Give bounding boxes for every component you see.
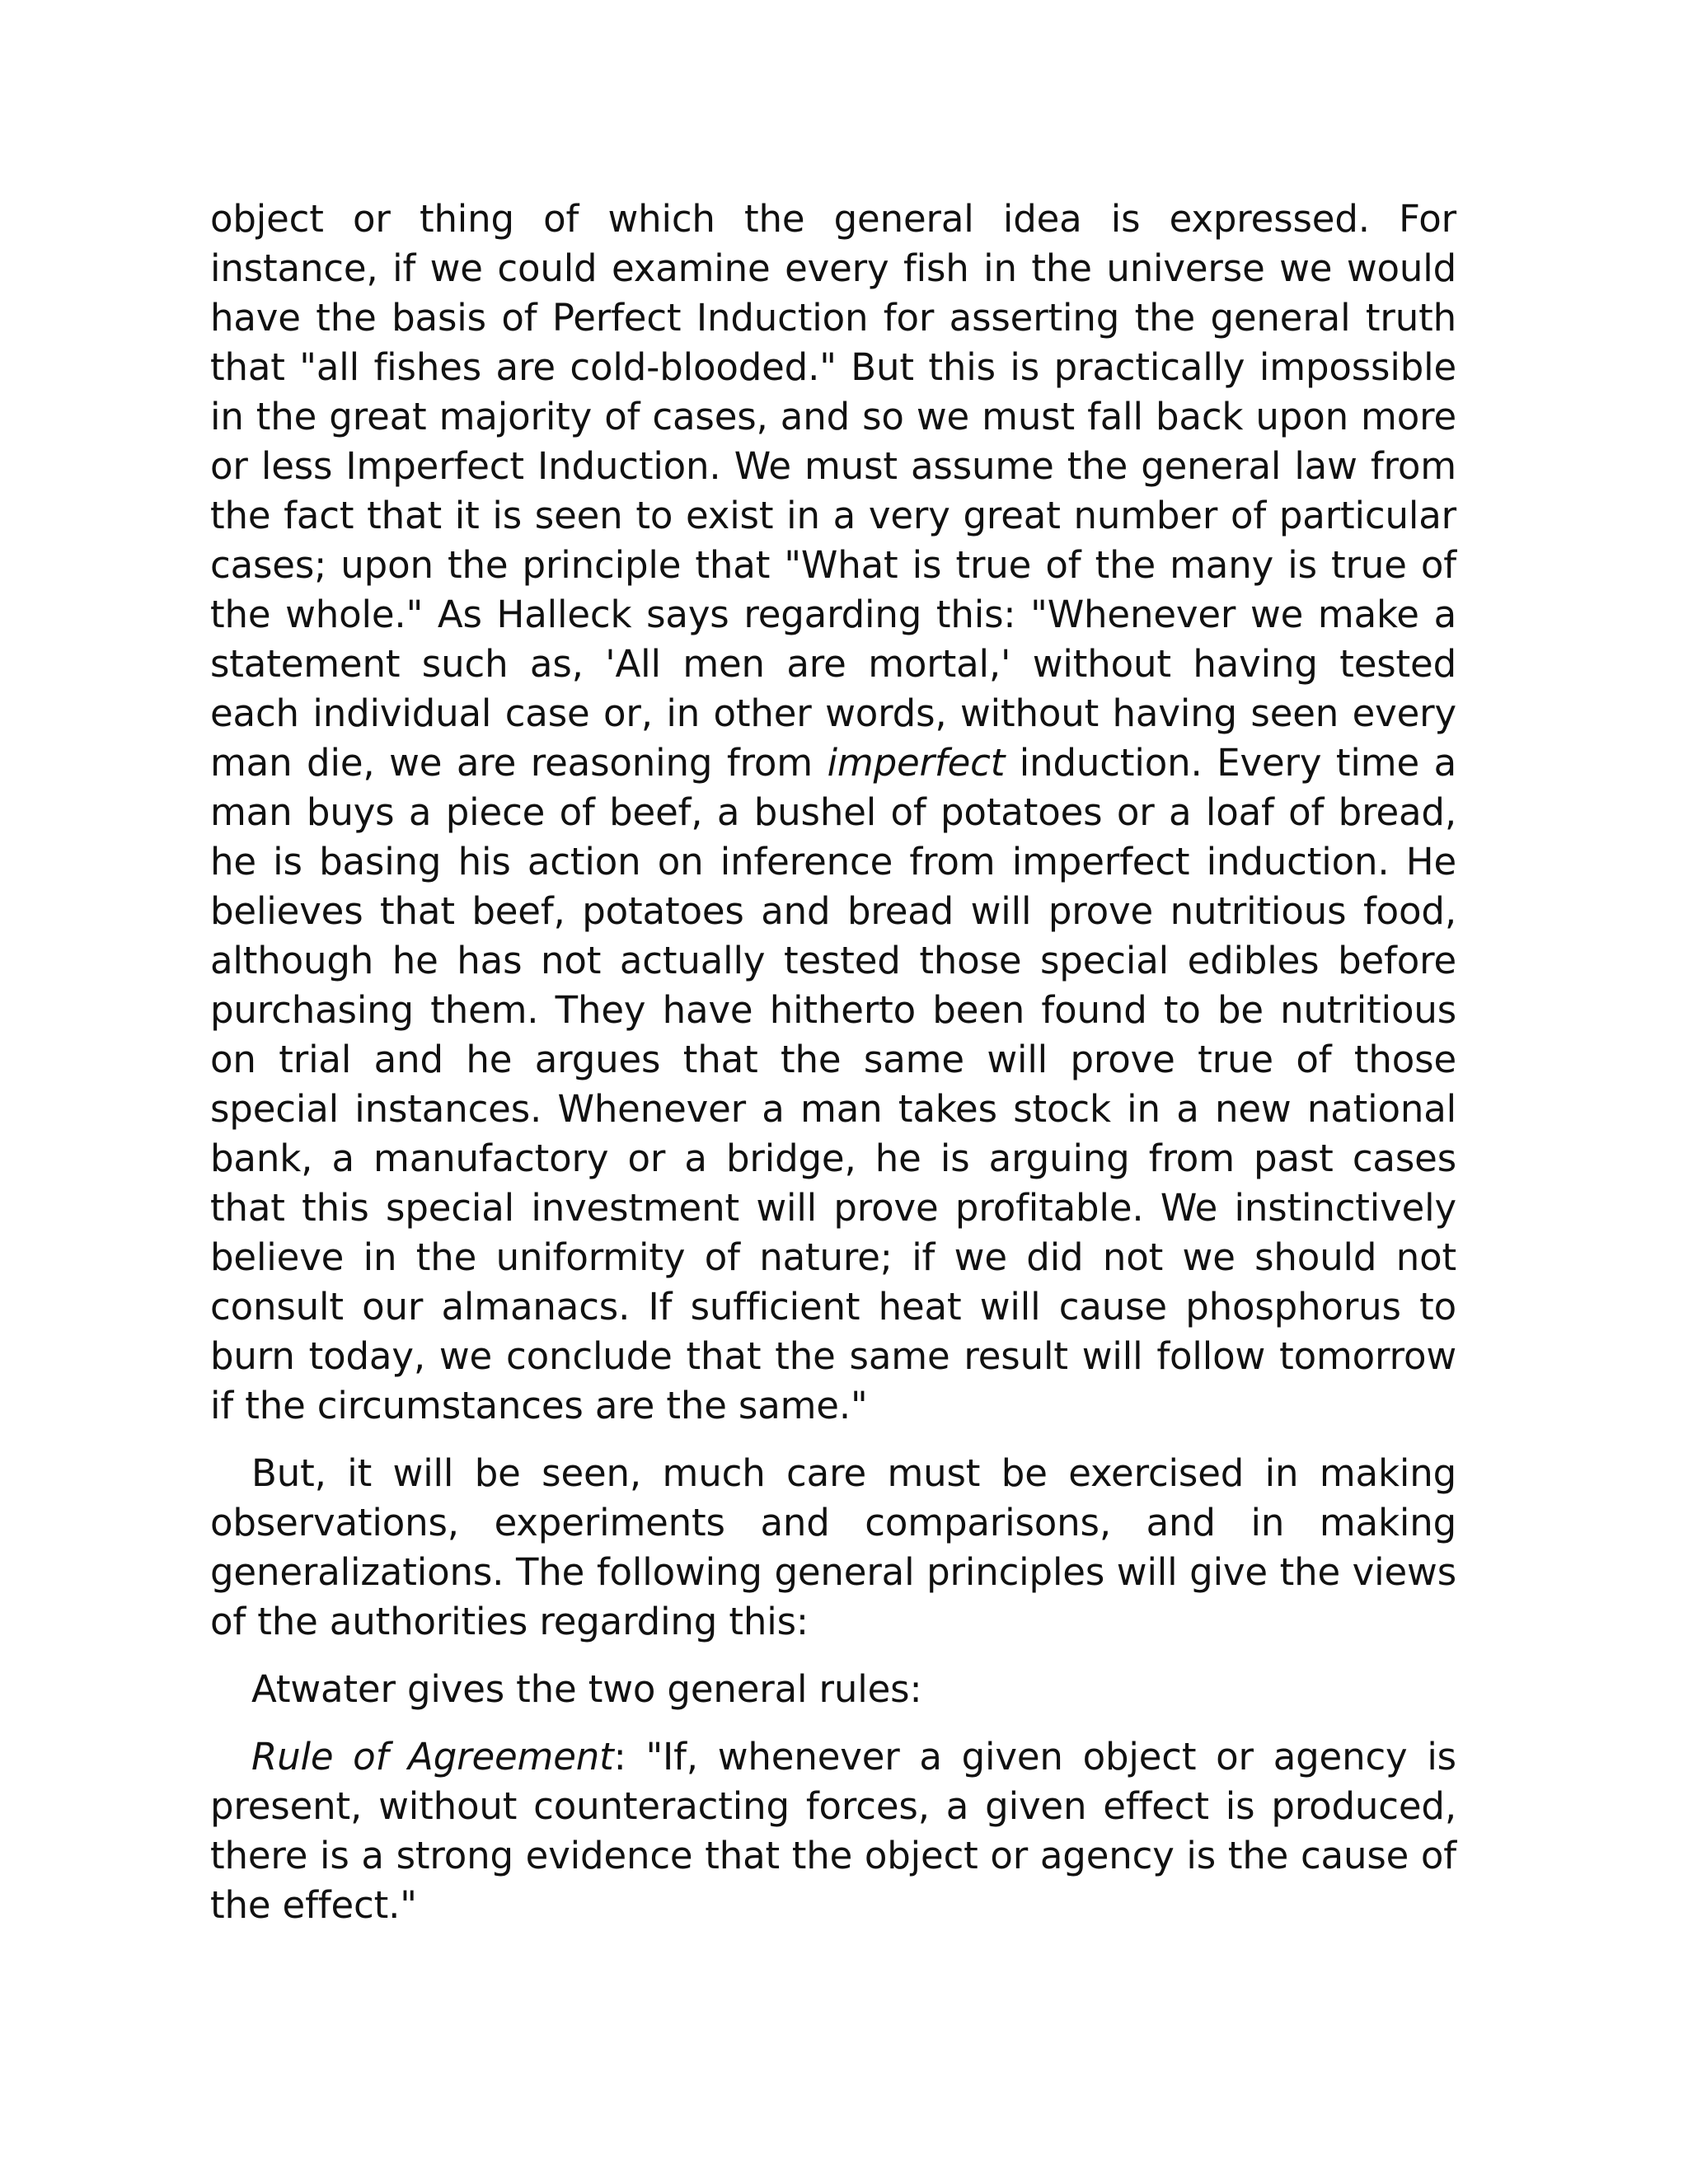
paragraph-2: But, it will be seen, much care must be exercised in making observations, experiments and comparisons, and in making generalizations. The following general principles will give the views of the authorities regarding this: [210, 1451, 1456, 1643]
body-text [210, 194, 1456, 1930]
paragraph-1 [210, 194, 1456, 1431]
paragraph-3: Atwater gives the two general rules: [251, 1667, 922, 1711]
paragraph-1-text-b: induction. Every time a man buys a piece of beef, a bushel of potatoes or a loaf of bread, he is basing his action on inference from imperfect induction. He believes that beef, potatoes and bread will prove nutritious food, although he has not actually tested those special edibles before purchasing them. They have hitherto been found to be nutritious on trial and he argues that the same will prove true of those special instances. Whenever a man takes stock in a new national bank, a manufactory or a bridge, he is arguing from past cases that this special investment will prove profitable. We instinctively believe in the uniformity of nature; if we did not we should not consult our almanacs. If sufficient heat will cause phosphorus to burn today, we conclude that the same result will follow tomorrow if the circumstances are the same." [210, 741, 1457, 1427]
rule-of-agreement-text: : "If, whenever a given object or agency is present, without counteracting forces, a given effect is produced, there is a strong evidence that the object or agency is the cause of the effect." [210, 1735, 1456, 1927]
paragraph-1-emphasis: imperfect [827, 741, 1006, 785]
paragraph-4 [210, 1732, 1456, 1930]
rule-of-agreement-heading: Rule of Agreement [251, 1735, 614, 1779]
paragraph-1-text-a: object or thing of which the general idea is expressed. For instance, if we could examine every fish in the universe we would have the basis of Perfect Induction for asserting the general truth that "all fishes are cold-blooded." But this is practically impossible in the great majority of cases, and so we must fall back upon more or less Imperfect Induction. We must assume the general law from the fact that it is seen to exist in a very great number of particular cases; upon the principle that "What is true of the many is true of the whole." As Halleck says regarding this: "Whenever we make a statement such as, 'All men are mortal,' without having tested each individual case or, in other words, without having seen every man die, we are reasoning from [210, 197, 1456, 785]
